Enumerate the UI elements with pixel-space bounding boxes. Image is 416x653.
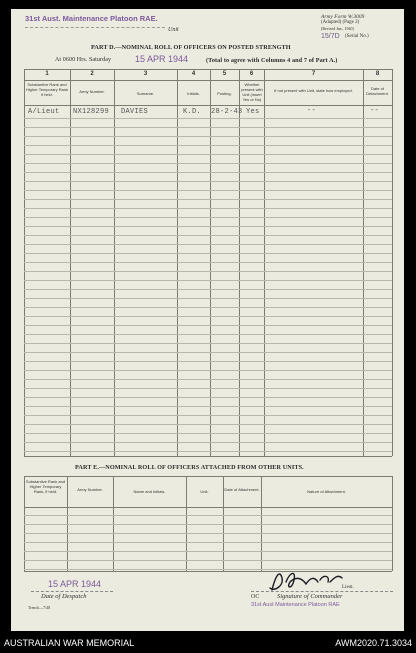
ruled-line <box>24 524 392 525</box>
e-col-header-nature: Nature of Attachment. <box>307 489 346 494</box>
entry-detachment: -- <box>370 107 380 115</box>
ruled-line <box>24 145 392 146</box>
ruled-line <box>24 280 392 281</box>
ruled-line <box>24 190 392 191</box>
part-d-header-border <box>24 105 392 106</box>
serial-value: 15/7D <box>321 33 340 40</box>
ruled-line <box>24 253 392 254</box>
serial-label: (Serial No.) <box>345 34 369 39</box>
unit-stamp: 31st Aust. Maintenance Platoon RAE. <box>25 14 158 23</box>
e-col-header-unit: Unit. <box>200 489 209 494</box>
at-hours-label: At 0600 Hrs. Saturday <box>55 57 112 63</box>
commander-unit-stamp: 31st Aust Maintenance Platoon RAE <box>251 602 340 608</box>
col-number-6: 6 <box>249 71 254 77</box>
e-col-header-name: Name and Initials. <box>133 489 166 494</box>
ruled-line <box>24 127 392 128</box>
ruled-line <box>24 307 392 308</box>
part-e-top-border <box>24 476 392 477</box>
e-col-header-rank: Substantive Rank and Higher Temporary Rank, if held. <box>25 479 66 494</box>
ruled-line <box>24 433 392 434</box>
archive-footer <box>0 634 416 653</box>
ruled-line <box>24 442 392 443</box>
entry-present: Yes <box>246 108 260 116</box>
ruled-line <box>24 415 392 416</box>
ruled-line <box>24 388 392 389</box>
col-number-7: 7 <box>311 71 316 77</box>
part-d-title: PART D.—NOMINAL ROLL OF OFFICERS ON POSTED STRENGTH <box>91 44 291 51</box>
ruled-line <box>24 262 392 263</box>
part-d-bottom-border <box>24 456 392 457</box>
col-header-initials: Initials. <box>187 91 200 96</box>
ruled-line <box>24 289 392 290</box>
form-revised: (Revised Jan., 1940) <box>321 26 354 31</box>
ruled-line <box>24 343 392 344</box>
col-header-posting: Posting. <box>217 91 232 96</box>
ruled-line <box>24 235 392 236</box>
ruled-line <box>24 370 392 371</box>
ruled-line <box>24 199 392 200</box>
form-id: Army Form W.3009 <box>321 14 365 20</box>
ruled-line <box>24 379 392 380</box>
ruled-line <box>24 560 392 561</box>
entry-employment: -- <box>307 107 317 115</box>
col-header-employment: If not present with Unit, state how employed. <box>274 88 353 93</box>
part-e-title: PART E.—NOMINAL ROLL OF OFFICERS ATTACHED FROM OTHER UNITS. <box>75 464 304 471</box>
entry-rank: A/Lieut <box>28 108 60 116</box>
footer-accession: AWM2020.71.3034 <box>335 638 412 648</box>
ruled-line <box>24 424 392 425</box>
ruled-line <box>24 515 392 516</box>
despatch-date-stamp: 15 APR 1944 <box>48 579 102 589</box>
ruled-line <box>24 352 392 353</box>
col-number-5: 5 <box>222 71 227 77</box>
ruled-line <box>24 217 392 218</box>
commander-label: Signature of Commander <box>277 593 343 600</box>
ruled-line <box>24 181 392 182</box>
ruled-line <box>24 163 392 164</box>
ruled-line <box>24 397 392 398</box>
col-header-rank: Substantive Rank and Higher Temporary Rank if held. <box>25 82 69 97</box>
despatch-underline <box>31 591 113 592</box>
entry-posting: 28-2-43 <box>211 108 243 116</box>
col-header-surname: Surname. <box>136 91 155 96</box>
ruled-line <box>24 208 392 209</box>
ruled-line <box>24 154 392 155</box>
ruled-line <box>24 451 392 452</box>
oc-label: OC <box>251 594 260 600</box>
ruled-line <box>24 244 392 245</box>
col-number-2: 2 <box>90 71 94 77</box>
col-header-detachment: Date of Detachment. <box>366 86 389 96</box>
roll-date-stamp: 15 APR 1944 <box>135 54 189 64</box>
ruled-line <box>24 118 392 119</box>
ruled-line <box>24 325 392 326</box>
ruled-line <box>24 334 392 335</box>
unit-underline <box>25 27 165 28</box>
ruled-line <box>24 361 392 362</box>
part-e-header-border <box>24 507 392 508</box>
e-col-header-army-number: Army Number. <box>77 487 103 492</box>
col-header-present: Whether present with Unit (insert Yes or No) <box>241 82 263 102</box>
e-col-header-date: Date of Attachment. <box>224 487 260 492</box>
col-number-1: 1 <box>45 71 49 77</box>
col-number-8: 8 <box>375 71 380 77</box>
ruled-line <box>24 533 392 534</box>
unit-label: Unit <box>168 27 179 33</box>
ruled-line <box>24 542 392 543</box>
ruled-line <box>24 271 392 272</box>
ruled-line <box>24 136 392 137</box>
part-d-number-row-border <box>24 80 392 81</box>
col-number-4: 4 <box>191 71 196 77</box>
printer-mark: Trench—7/48 <box>28 605 51 610</box>
ruled-line <box>24 551 392 552</box>
entry-surname: DAVIES <box>121 108 149 116</box>
ruled-line <box>24 406 392 407</box>
ruled-line <box>24 172 392 173</box>
footer-institution: AUSTRALIAN WAR MEMORIAL <box>4 638 135 648</box>
col-number-3: 3 <box>143 71 148 77</box>
e-col-border-6 <box>392 476 393 571</box>
form-adapted: (Adapted) (Page 2) <box>321 20 360 25</box>
form-sheet <box>11 9 404 631</box>
despatch-label: Date of Despatch <box>41 593 87 600</box>
part-d-top-border <box>24 69 392 70</box>
signature-underline <box>251 591 393 592</box>
col-header-army-number: Army Number. <box>79 89 105 94</box>
ruled-line <box>24 298 392 299</box>
ruled-line <box>24 316 392 317</box>
entry-army-number: NX128299 <box>73 108 110 116</box>
total-note: (Total to agree with Columns 4 and 7 of Part A.) <box>206 57 338 64</box>
rank-label: Lieut. <box>342 585 354 590</box>
ruled-line <box>24 226 392 227</box>
col-border-8 <box>392 69 393 456</box>
entry-initials: K.D. <box>183 108 202 116</box>
